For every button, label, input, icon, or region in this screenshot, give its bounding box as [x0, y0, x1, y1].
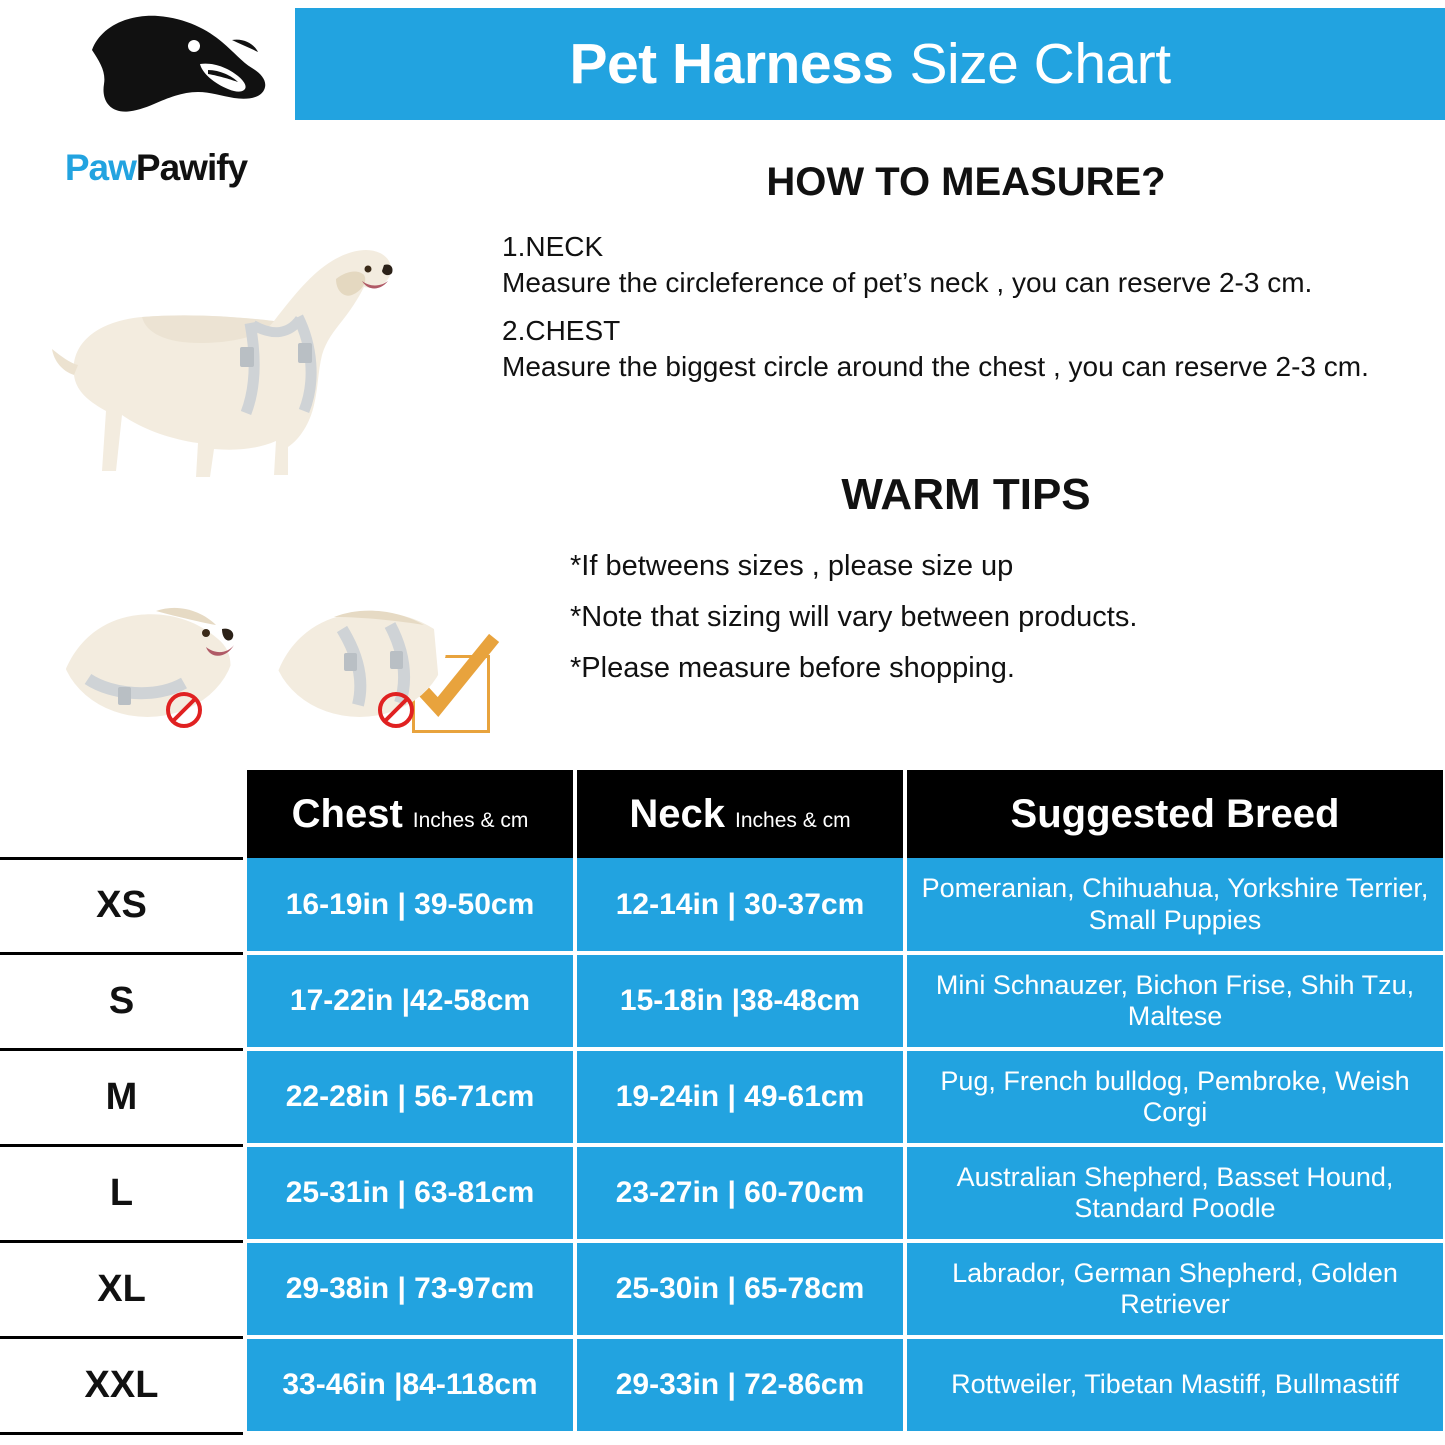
- warm-tips-heading: WARM TIPS: [841, 470, 1091, 519]
- cell-breed: Pomeranian, Chihuahua, Yorkshire Terrier, Small Puppies: [905, 858, 1445, 953]
- cell-size: XXL: [0, 1337, 245, 1433]
- warm-tip-line: *Please measure before shopping.: [570, 652, 1015, 684]
- dog-chest-closeup-photo: [272, 567, 447, 717]
- cell-size: M: [0, 1049, 245, 1145]
- how-to-measure-heading: HOW TO MEASURE?: [766, 160, 1166, 204]
- cell-neck: 12-14in | 30-37cm: [575, 858, 905, 953]
- table-row: [0, 858, 1445, 953]
- cell-neck: 19-24in | 49-61cm: [575, 1049, 905, 1145]
- illustration-panel: [20, 215, 490, 745]
- warm-tip-line: *Note that sizing will vary between products.: [570, 601, 1138, 633]
- measure-item-label-neck: 1.NECK: [502, 231, 604, 262]
- header-cell-size: [0, 770, 245, 858]
- table-row: [0, 1049, 1445, 1145]
- dog-wearing-harness-photo: [50, 225, 420, 515]
- cell-size: XS: [0, 858, 245, 953]
- no-entry-icon: [164, 690, 204, 730]
- no-entry-icon: [376, 690, 416, 730]
- cell-chest: 29-38in | 73-97cm: [245, 1241, 575, 1337]
- cell-chest: 33-46in |84-118cm: [245, 1337, 575, 1433]
- cell-size: L: [0, 1145, 245, 1241]
- header-cell-breed: [905, 770, 1445, 858]
- measure-item-text-chest: Measure the biggest circle around the chest , you can reserve 2-3 cm.: [502, 351, 1369, 382]
- page-title-light: Size Chart: [909, 32, 1171, 96]
- table-row: [0, 1337, 1445, 1433]
- cell-neck: 23-27in | 60-70cm: [575, 1145, 905, 1241]
- cell-chest: 25-31in | 63-81cm: [245, 1145, 575, 1241]
- header-banner: [295, 8, 1445, 120]
- cell-neck: 29-33in | 72-86cm: [575, 1337, 905, 1433]
- cell-size: S: [0, 953, 245, 1049]
- brand-logo: [12, 10, 292, 195]
- cell-neck: 15-18in |38-48cm: [575, 953, 905, 1049]
- brand-name-part2: Pawify: [135, 147, 248, 188]
- header-neck-units: Inches & cm: [735, 808, 851, 832]
- size-chart-table: [0, 770, 1445, 1435]
- cell-breed: Australian Shepherd, Basset Hound, Standard Poodle: [905, 1145, 1445, 1241]
- cell-chest: 16-19in | 39-50cm: [245, 858, 575, 953]
- cell-chest: 17-22in |42-58cm: [245, 953, 575, 1049]
- header-breed-label: Suggested Breed: [1010, 791, 1340, 836]
- header-chest-label: Chest: [291, 791, 403, 836]
- warm-tips-section: [496, 470, 1436, 703]
- measure-item-text-neck: Measure the circleference of pet’s neck , you can reserve 2-3 cm.: [502, 267, 1313, 298]
- warm-tip-line: *If betweens sizes , please size up: [570, 550, 1014, 582]
- brand-name-part1: Paw: [64, 147, 136, 188]
- table-row: [0, 1145, 1445, 1241]
- cell-neck: 25-30in | 65-78cm: [575, 1241, 905, 1337]
- page-title: [295, 8, 1445, 120]
- header-chest-units: Inches & cm: [412, 808, 529, 832]
- cell-breed: Labrador, German Shepherd, Golden Retriever: [905, 1241, 1445, 1337]
- table-header-row: [0, 770, 1445, 858]
- header-cell-chest: [245, 770, 575, 858]
- measure-item-label-chest: 2.CHEST: [502, 315, 621, 346]
- cell-chest: 22-28in | 56-71cm: [245, 1049, 575, 1145]
- cell-breed: Rottweiler, Tibetan Mastiff, Bullmastiff: [905, 1337, 1445, 1433]
- page-title-bold: Pet Harness: [569, 32, 894, 96]
- dog-neck-closeup-photo: [60, 567, 235, 717]
- dog-head-icon: [82, 10, 272, 135]
- table-row: [0, 953, 1445, 1049]
- how-to-measure-section: [496, 160, 1436, 399]
- cell-breed: Mini Schnauzer, Bichon Frise, Shih Tzu, Maltese: [905, 953, 1445, 1049]
- header-neck-label: Neck: [629, 791, 726, 836]
- table-row: [0, 1241, 1445, 1337]
- header-cell-neck: [575, 770, 905, 858]
- cell-size: XL: [0, 1241, 245, 1337]
- brand-name: [26, 147, 286, 189]
- cell-breed: Pug, French bulldog, Pembroke, Weish Corgi: [905, 1049, 1445, 1145]
